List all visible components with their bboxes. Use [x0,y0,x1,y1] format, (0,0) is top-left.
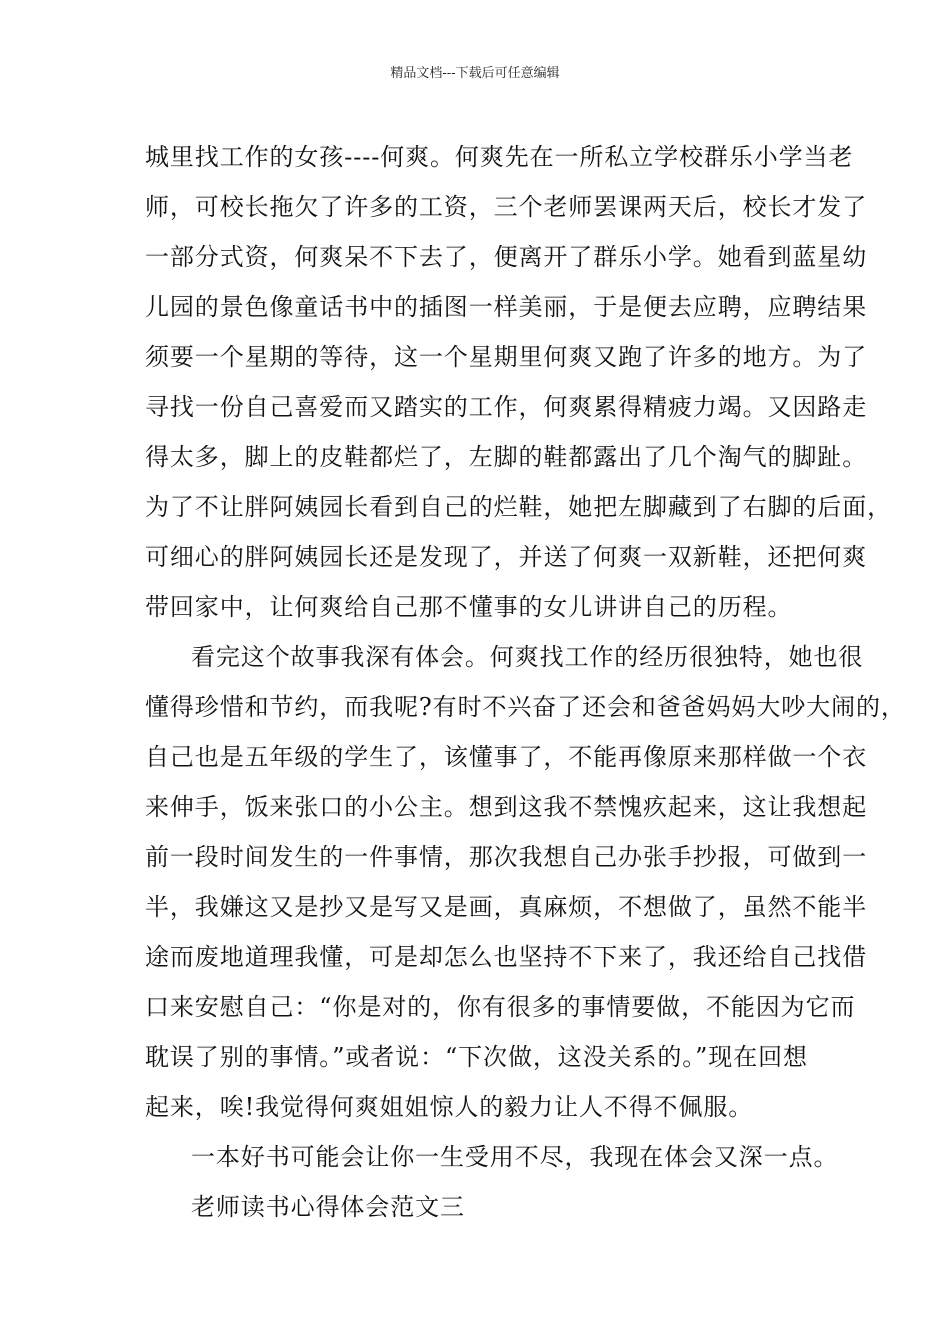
body-line: 可细心的胖阿姨园长还是发现了，并送了何爽一双新鞋，还把何爽 [145,543,868,571]
body-line: 耽误了别的事情。”或者说：“下次做，这没关系的。”现在回想 [145,1043,808,1071]
body-line: 自己也是五年级的学生了，该懂事了，不能再像原来那样做一个衣 [145,743,868,771]
body-line: 口来安慰自己：“你是对的，你有很多的事情要做，不能因为它而 [145,993,856,1021]
body-line: 前一段时间发生的一件事情，那次我想自己办张手抄报，可做到一 [145,843,868,871]
section-heading: 老师读书心得体会范文三 [191,1193,465,1221]
body-line: 城里找工作的女孩----何爽。何爽先在一所私立学校群乐小学当老 [145,143,854,171]
page-header: 精品文档---下载后可任意编辑 [390,66,560,81]
body-line: 一部分式资，何爽呆不下去了，便离开了群乐小学。她看到蓝星幼 [145,243,868,271]
body-line: 起来，唉!我觉得何爽姐姐惊人的毅力让人不得不佩服。 [145,1093,754,1121]
body-line: 师，可校长拖欠了许多的工资，三个老师罢课两天后，校长才发了 [145,193,868,221]
body-line: 儿园的景色像童话书中的插图一样美丽，于是便去应聘，应聘结果 [145,293,868,321]
body-line: 来伸手，饭来张口的小公主。想到这我不禁愧疚起来，这让我想起 [145,793,868,821]
body-line: 须要一个星期的等待，这一个星期里何爽又跑了许多的地方。为了 [145,343,868,371]
body-line: 带回家中，让何爽给自己那不懂事的女儿讲讲自己的历程。 [145,593,793,621]
body-line: 懂得珍惜和节约，而我呢?有时不兴奋了还会和爸爸妈妈大吵大闹的， [145,693,906,721]
body-line: 半，我嫌这又是抄又是写又是画，真麻烦，不想做了，虽然不能半 [145,893,868,921]
document-body [145,132,906,1232]
body-line: 途而废地道理我懂，可是却怎么也坚持不下来了，我还给自己找借 [145,943,868,971]
body-line: 寻找一份自己喜爱而又踏实的工作，何爽累得精疲力竭。又因路走 [145,393,868,421]
paragraph-start-line: 看完这个故事我深有体会。何爽找工作的经历很独特，她也很 [191,643,864,671]
body-line: 得太多，脚上的皮鞋都烂了，左脚的鞋都露出了几个淘气的脚趾。 [145,443,868,471]
body-line: 为了不让胖阿姨园长看到自己的烂鞋，她把左脚藏到了右脚的后面， [145,493,892,521]
paragraph-start-line: 一本好书可能会让你一生受用不尽，我现在体会又深一点。 [191,1143,839,1171]
